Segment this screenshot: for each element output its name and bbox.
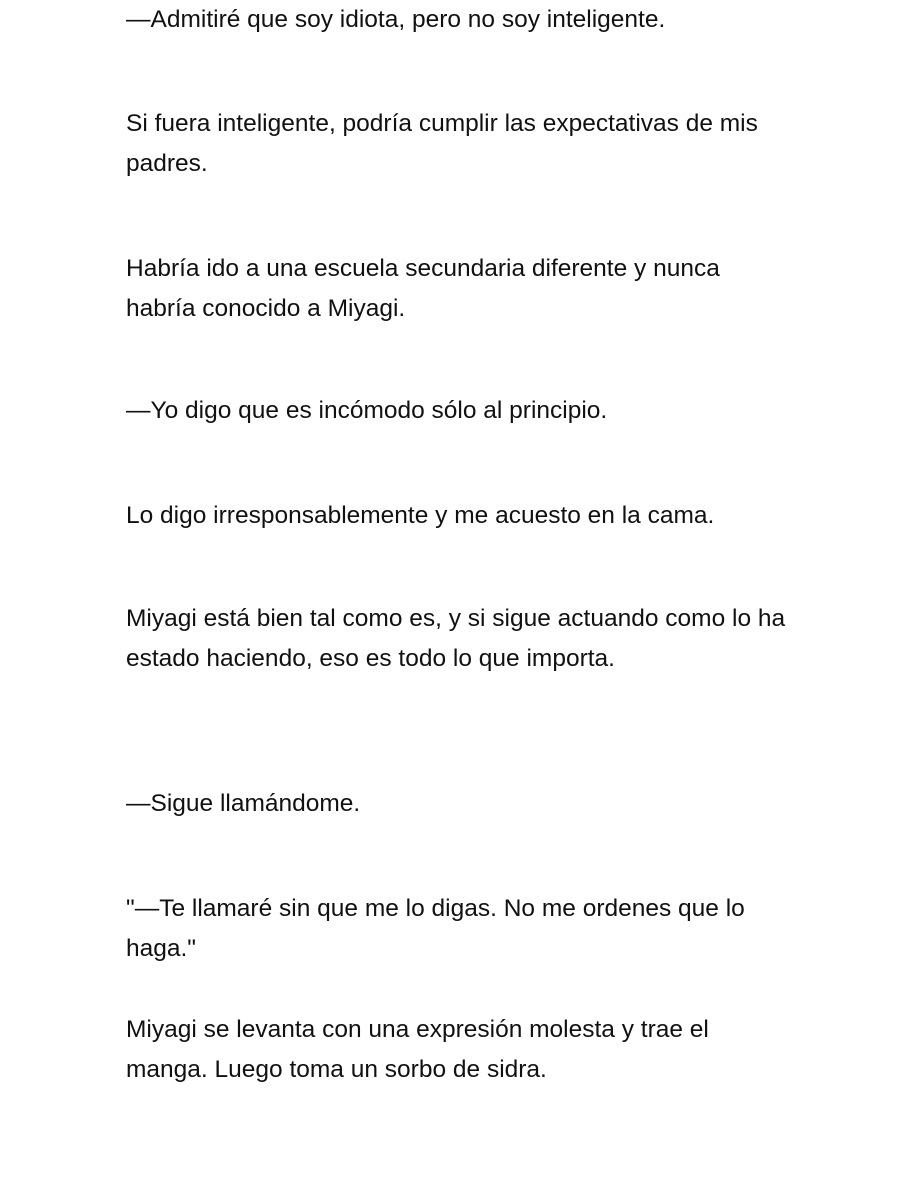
paragraph-5: Lo digo irresponsablemente y me acuesto en la cama. xyxy=(126,502,715,529)
paragraph-2: Si fuera inteligente, podría cumplir las expectativas de mis padres. xyxy=(126,110,758,177)
paragraph-7: —Sigue llamándome. xyxy=(126,790,361,817)
paragraph-9: Miyagi se levanta con una expresión molesta y trae el manga. Luego toma un sorbo de sidra. xyxy=(126,1016,709,1083)
paragraph-1: —Admitiré que soy idiota, pero no soy inteligente. xyxy=(126,6,666,33)
paragraph-6: Miyagi está bien tal como es, y si sigue actuando como lo ha estado haciendo, eso es todo lo que importa. xyxy=(126,605,786,672)
paragraph-3: Habría ido a una escuela secundaria diferente y nunca habría conocido a Miyagi. xyxy=(126,255,720,322)
paragraph-8: "—Te llamaré sin que me lo digas. No me ordenes que lo haga." xyxy=(126,895,745,962)
paragraph-4: —Yo digo que es incómodo sólo al principio. xyxy=(126,397,608,424)
